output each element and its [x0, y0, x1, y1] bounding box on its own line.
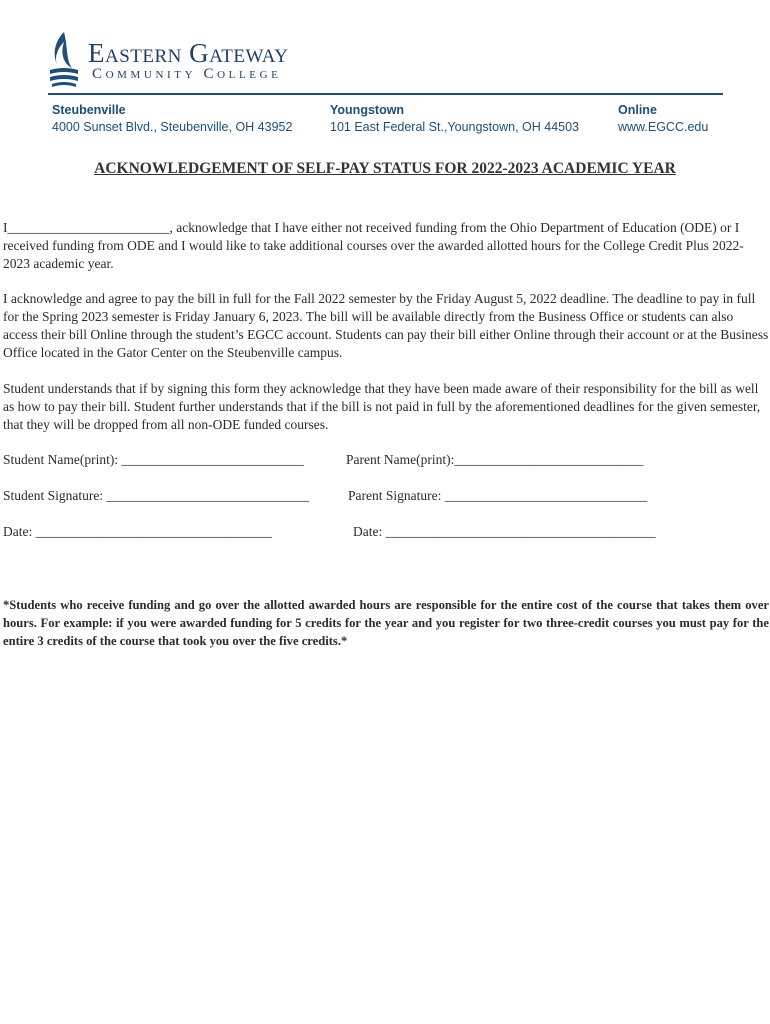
responsibility-paragraph: Student understands that if by signing this form they acknowledge that they have been made aware of their responsibility for the bill as well as how to pay their bill. Student further understands that if the bill is not paid in full by the aforementioned deadlines for the given semester, that they will be dropped from all non-ODE funded courses.	[3, 381, 761, 432]
campus-website-link[interactable]: www.EGCC.edu	[618, 120, 709, 134]
header-divider	[48, 93, 723, 95]
student-signature-field[interactable]: Student Signature: ______________________________	[3, 488, 309, 503]
campus-steubenville	[52, 102, 292, 136]
parent-name-field[interactable]: Parent Name(print):____________________________	[346, 452, 644, 467]
student-date-field[interactable]: Date: ___________________________________	[3, 524, 272, 539]
document-title: ACKNOWLEDGEMENT OF SELF-PAY STATUS FOR 2022-2023 ACADEMIC YEAR	[94, 160, 676, 177]
college-subtitle: Community College	[92, 66, 282, 82]
parent-signature-field[interactable]: Parent Signature: ______________________________	[348, 488, 648, 503]
acknowledgement-paragraph: I________________________, acknowledge that I have either not received funding from the Ohio Department of Education (ODE) or I received funding from ODE and I would like to take additional courses over the awarded allotted hours for the College Credit Plus 2022-2023 academic year.	[3, 220, 744, 271]
campus-name: Youngstown	[330, 103, 405, 117]
student-name-field[interactable]: Student Name(print): ___________________________	[3, 452, 304, 467]
campus-name: Steubenville	[52, 103, 126, 117]
gator-flame-icon	[44, 30, 84, 88]
campus-online	[618, 102, 708, 136]
parent-date-field[interactable]: Date: ________________________________________	[353, 524, 656, 539]
funding-note: *Students who receive funding and go over the allotted awarded hours are responsible for the entire cost of the course that takes them over hours. For example: if you were awarded funding for 5 credits for the year and you register for two three-credit courses you must pay for the entire 3 credits of the course that took you over the five credits.*	[3, 598, 769, 648]
college-name: Eastern Gateway	[88, 38, 289, 68]
campus-address: 101 East Federal St.,Youngstown, OH 44503	[330, 120, 580, 134]
campus-youngstown	[330, 102, 579, 136]
campus-address: 4000 Sunset Blvd., Steubenville, OH 43952	[52, 120, 293, 134]
payment-paragraph: I acknowledge and agree to pay the bill in full for the Fall 2022 semester by the Friday August 5, 2022 deadline. The deadline to pay in full for the Spring 2023 semester is Friday January 6, 2023. The bill will be available directly from the Business Office or students can also access their bill Online through the student’s EGCC account. Students can pay their bill either Online through their account or at the Business Office located in the Gator Center on the Steubenville campus.	[3, 291, 769, 360]
college-logo	[44, 30, 334, 90]
campus-name: Online	[618, 103, 657, 117]
